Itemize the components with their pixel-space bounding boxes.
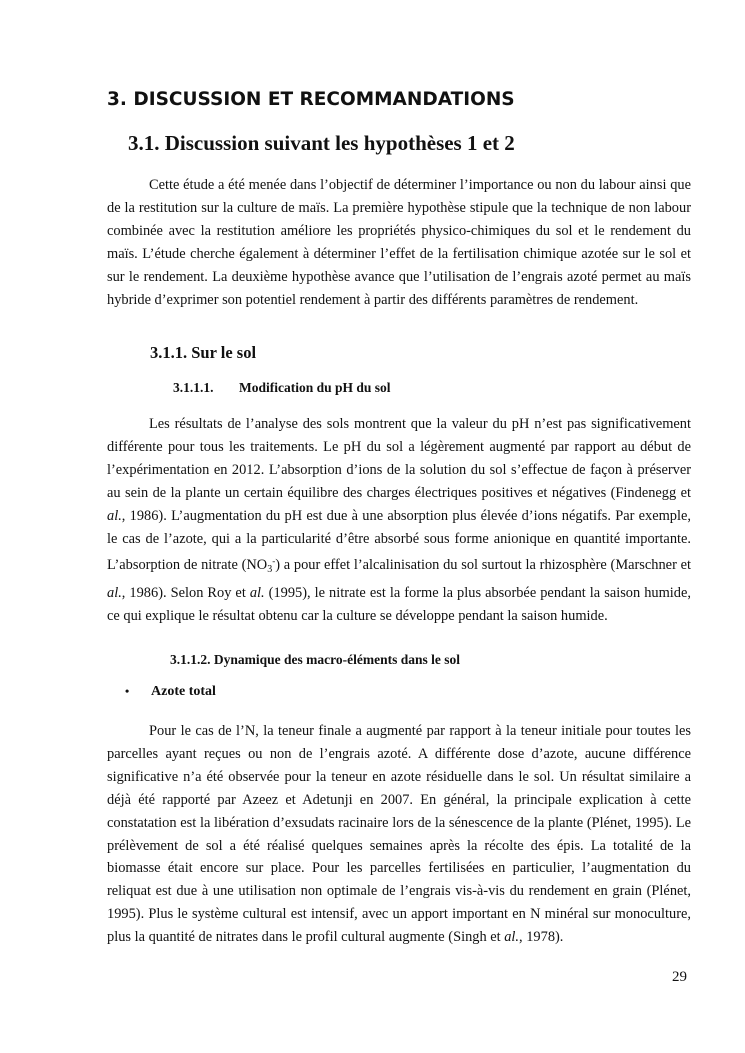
nitrate-subscript: 3 bbox=[267, 564, 273, 576]
paragraph-azote-text-a: Pour le cas de l’N, la teneur finale a augmenté par rapport à la teneur initiale pour toutes les parcelles ayant reçues ou non de l’engrais azoté. A différente dose d’azote, aucune différence significative n’a été observée pour la teneur en azote résiduelle dans le sol. Un résultat similaire a déjà été rapporté par Azeez et Adetunji en 2007. En général, la principale explication à cette constatation est la libération d’exsudats racinaire lors de la sénescence de la plante (Plénet, 1995). Le prélèvement de sol a été réalisé quelques semaines après la récolte des épis. La totalité de la biomasse était encore sur place. Pour les parcelles fertilisées en particulier, l’augmentation du reliquat est due à une utilisation non optimale de l’engrais vis-à-vis du rendement en grain (Plénet, 1995). Plus le système cultural est intensif, avec un apport important en N minéral sur monoculture, plus la quantité de nitrates dans le profil cultural augmente (Singh et bbox=[107, 723, 691, 946]
paragraph-azote-text-b: , 1978). bbox=[519, 929, 564, 946]
bullet-icon: • bbox=[125, 684, 130, 698]
italic-al: al. bbox=[504, 929, 520, 946]
heading-ph-title: Modification du pH du sol bbox=[239, 380, 391, 395]
italic-al: al. bbox=[249, 585, 265, 602]
bullet-label: Azote total bbox=[151, 684, 216, 699]
paragraph-ph bbox=[107, 413, 691, 628]
paragraph-ph-text-a: Les résultats de l’analyse des sols montrent que la valeur du pH n’est pas significativement différente pour tous les traitements. Le pH du sol a légèrement augmenté par rapport au début de l’expérimentation en 2012. L’absorption d’ions de la solution du sol s’effectue de façon à préserver au sein de la plante un certain équilibre des charges électriques positives et négatives (Findenegg et bbox=[107, 416, 691, 501]
page-number: 29 bbox=[672, 969, 687, 985]
subsection-heading: 3.1. Discussion suivant les hypothèses 1 et 2 bbox=[128, 131, 515, 155]
italic-al: al. bbox=[107, 507, 122, 524]
paragraph-intro-text: Cette étude a été menée dans l’objectif de déterminer l’importance ou non du labour ainsi que de la restitution sur la culture de maïs. La première hypothèse stipule que la technique de non labour combinée avec la restitution améliore les propriétés physico-chimiques du sol et le rendement du maïs. L’étude cherche également à déterminer l’effet de la fertilisation chimique azotée sur le sol et sur le rendement. La deuxième hypothèse avance que l’utilisation de l’engrais azoté permet au maïs hybride d’exprimer son potentiel rendement à partir des différents paramètres de rendement. bbox=[107, 177, 691, 308]
paragraph-ph-text-c: ) a pour effet l’alcalinisation du sol surtout la rhizosphère (Marschner et bbox=[275, 557, 691, 574]
italic-al: al. bbox=[107, 585, 122, 602]
bullet-item-azote bbox=[125, 684, 216, 700]
paragraph-azote bbox=[107, 720, 691, 949]
paragraph-intro bbox=[107, 174, 691, 311]
heading-sur-le-sol: 3.1.1. Sur le sol bbox=[150, 343, 257, 362]
nitrate-superscript: - bbox=[272, 556, 276, 567]
paragraph-ph-text-e: (1995), le nitrate est la forme la plus absorbée pendant la saison humide, ce qui explique le résultat obtenu car la culture se développe pendant la saison humide. bbox=[107, 585, 691, 625]
paragraph-ph-text-d: , 1986). Selon Roy et bbox=[121, 585, 250, 602]
paragraph-ph-text-b: , 1986). L’augmentation du pH est due à une absorption plus élevée d’ions négatifs. Par exemple, le cas de l’azote, qui a la particularité d’être absorbé sous forme anionique en quantité importante. L’absorption de nitrate (NO bbox=[107, 507, 691, 574]
heading-macro-elements: 3.1.1.2. Dynamique des macro-éléments dans le sol bbox=[170, 652, 460, 667]
section-heading: 3. DISCUSSION ET RECOMMANDATIONS bbox=[107, 89, 515, 110]
heading-ph-number: 3.1.1.1. bbox=[173, 380, 214, 395]
